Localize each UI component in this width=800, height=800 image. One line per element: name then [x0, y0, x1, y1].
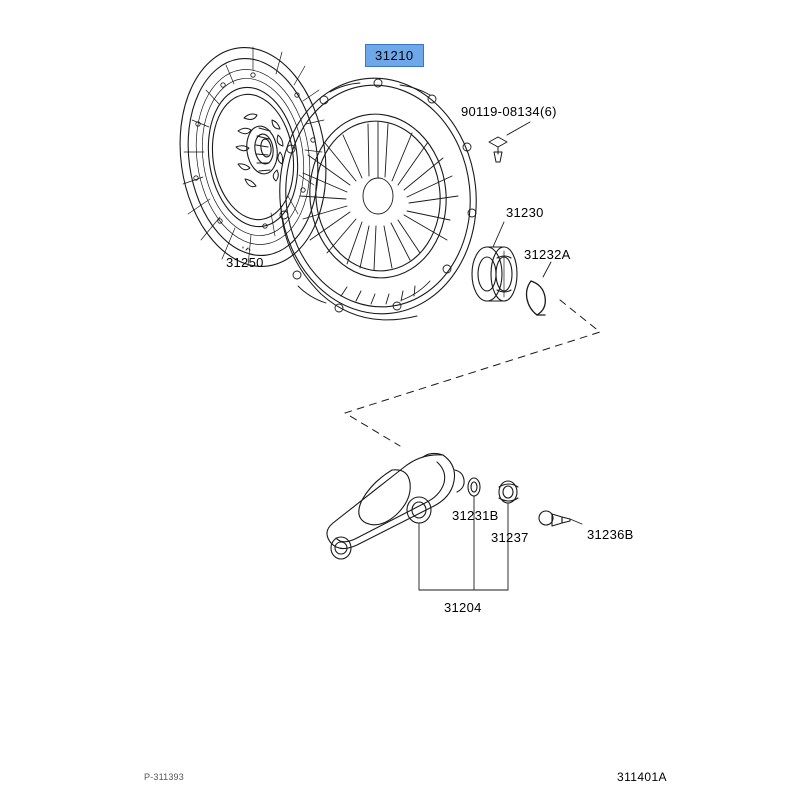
part-label-31232a[interactable]: 31232A: [524, 247, 571, 262]
part-label-31210[interactable]: 31210: [365, 44, 424, 67]
ball-stud-31236b: [539, 511, 582, 526]
part-label-90119-08134[interactable]: 90119-08134(6): [461, 104, 557, 119]
part-label-31231b[interactable]: 31231B: [452, 508, 499, 523]
clutch-cover-31210: [268, 68, 488, 323]
diagram-code: 311401A: [617, 770, 667, 784]
part-label-31237[interactable]: 31237: [491, 530, 529, 545]
assembly-dashed-leader: [345, 300, 600, 446]
clip-31232a: [527, 262, 552, 315]
release-fork-31204: [327, 453, 470, 590]
part-label-31236b[interactable]: 31236B: [587, 527, 634, 542]
part-label-31230[interactable]: 31230: [506, 205, 544, 220]
part-label-31250[interactable]: 31250: [226, 255, 264, 270]
release-bearing-31230: [472, 222, 517, 301]
clutch-disc-31250: [166, 38, 339, 276]
clip-31231b: [468, 478, 480, 590]
drawing-code: P-311393: [144, 772, 184, 782]
part-label-31204[interactable]: 31204: [444, 600, 482, 615]
bolt-90119-08134: [489, 122, 530, 162]
